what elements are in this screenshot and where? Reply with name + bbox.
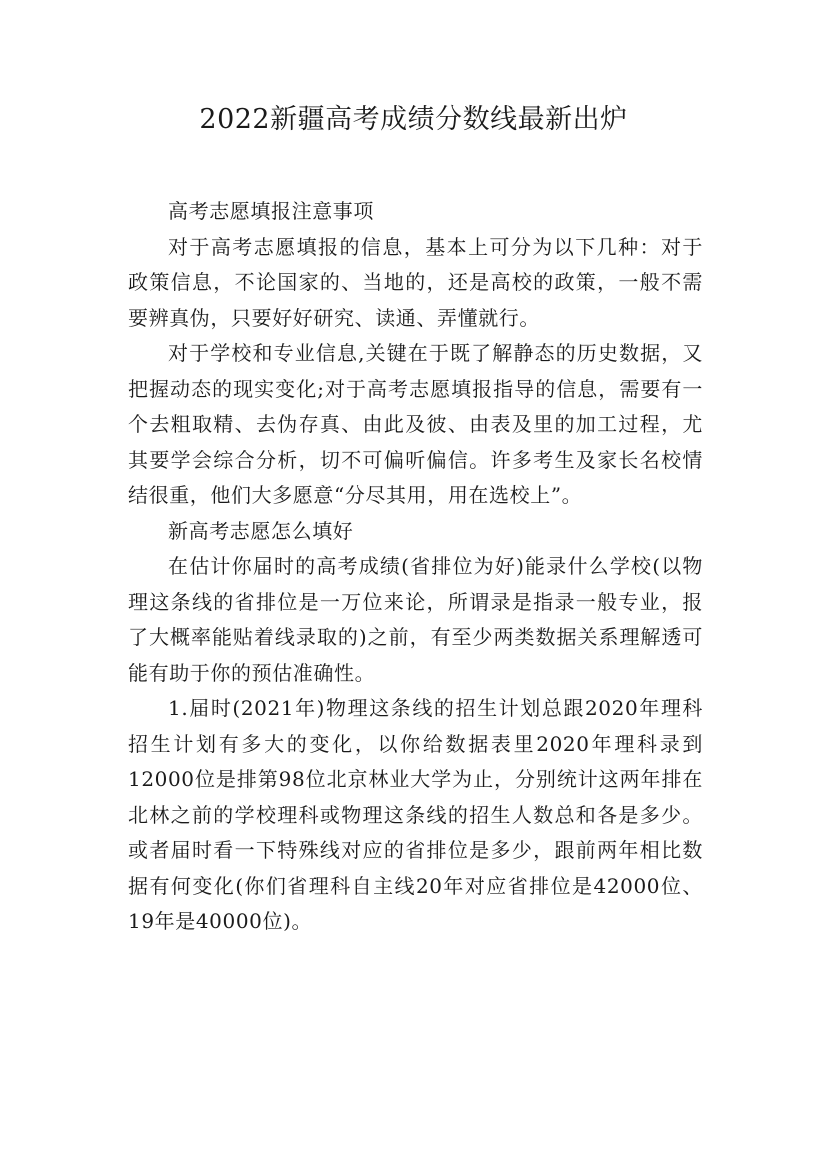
paragraph: 新高考志愿怎么填好: [168, 518, 354, 543]
document-title: 2022新疆高考成绩分数线最新出炉: [199, 104, 628, 135]
paragraph: 高考志愿填报注意事项: [168, 199, 374, 223]
paragraph: 在估计你届时的高考成绩(省排位为好)能录什么学校(以物理这条线的省排位是一万位来论，所谓录是指录一般专业，报了大概率能贴着线录取的)之前，有至少两类数据关系理解透可能有助于你的预估准确性。: [128, 554, 703, 685]
document-body: [128, 194, 703, 940]
paragraph: 对于高考志愿填报的信息，基本上可分为以下几种：对于政策信息，不论国家的、当地的，还是高校的政策，一般不需要辨真伪，只要好好研究、读通、弄懂就行。: [128, 234, 703, 330]
paragraph: 1.届时(2021年)物理这条线的招生计划总跟2020年理科招生计划有多大的变化，以你给数据表里2020年理科录到12000位是排第98位北京林业大学为止，分别统计这两年排在北林之前的学校理科或物理这条线的招生人数总和各是多少。或者届时看一下特殊线对应的省排位是多少，跟前两年相比数据有何变化(你们省理科自主线20年对应省排位是42000位、19年是40000位)。: [128, 696, 703, 933]
paragraph: 对于学校和专业信息,关键在于既了解静态的历史数据，又把握动态的现实变化;对于高考志愿填报指导的信息，需要有一个去粗取精、去伪存真、由此及彼、由表及里的加工过程，尤其要学会综合分析，切不可偏听偏信。许多考生及家长名校情结很重，他们大多愿意“分尽其用，用在选校上”。: [128, 341, 703, 507]
